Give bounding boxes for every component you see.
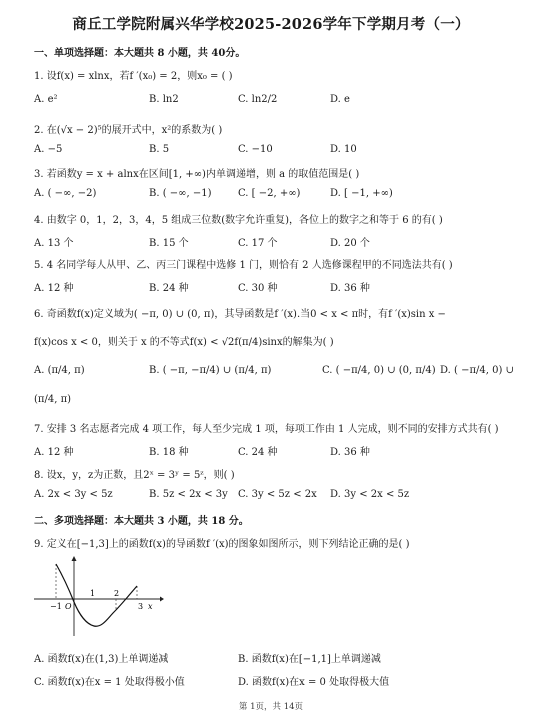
tick-label-minus-1: −1	[50, 602, 62, 611]
question-6-stem-line-1: 6. 奇函数f(x)定义域为( −π, 0) ∪ (0, π)，其导函数是f ′(x).当0 < x < π时，有f ′(x)sin x −	[34, 309, 446, 320]
question-6-stem-line-2: f(x)cos x < 0，则关于 x 的不等式f(x) < √2f(π/4)sinx的解集为( )	[34, 337, 334, 348]
question-2-option-b: B. 5	[149, 144, 170, 155]
question-9-option-c: C. 函数f(x)在x = 1 处取得极小值	[34, 677, 185, 688]
question-7-option-a: A. 12 种	[34, 447, 74, 458]
question-3-stem: 3. 若函数y = x + alnx在区间[1, +∞)内单调递增，则 a 的取值范围是( )	[34, 169, 360, 180]
question-2-option-c: C. −10	[238, 144, 273, 155]
question-1-option-a: A. e²	[34, 94, 58, 105]
question-7-stem: 7. 安排 3 名志愿者完成 4 项工作，每人至少完成 1 项，每项工作由 1 人完成，则不同的安排方式共有( )	[34, 424, 499, 435]
x-axis-label: x	[148, 602, 153, 611]
question-6-option-a: A. (π/4, π)	[34, 365, 85, 376]
origin-label: O	[65, 602, 72, 611]
question-4-option-d: D. 20 个	[330, 238, 370, 249]
question-8-option-d: D. 3y < 2x < 5z	[330, 489, 410, 500]
question-4-option-a: A. 13 个	[34, 238, 74, 249]
question-5-option-d: D. 36 种	[330, 283, 370, 294]
question-6-option-d: D. ( −π/4, 0) ∪	[440, 365, 514, 376]
question-6-option-c: C. ( −π/4, 0) ∪ (0, π/4)	[322, 365, 436, 376]
question-7-option-b: B. 18 种	[149, 447, 189, 458]
tick-label-2: 2	[114, 589, 120, 598]
question-4-option-c: C. 17 个	[238, 238, 278, 249]
question-4-option-b: B. 15 个	[149, 238, 189, 249]
question-5-option-c: C. 30 种	[238, 283, 278, 294]
question-1-option-b: B. ln2	[149, 94, 179, 105]
question-4-stem: 4. 由数字 0，1，2，3，4，5 组成三位数(数字允许重复)，各位上的数字之和等于 6 的有( )	[34, 215, 443, 226]
question-2-stem: 2. 在(√x − 2)⁵的展开式中，x²的系数为( )	[34, 125, 223, 136]
page-title: 商丘工学院附属兴华学校2025-2026学年下学期月考（一）	[72, 16, 470, 33]
x-axis-arrow	[160, 597, 164, 602]
question-7-option-c: C. 24 种	[238, 447, 278, 458]
section-multi-choice-heading: 二、多项选择题：本大题共 3 小题，共 18 分。	[34, 516, 249, 527]
derivative-curve	[56, 564, 137, 626]
question-5-option-b: B. 24 种	[149, 283, 189, 294]
question-1-option-c: C. ln2/2	[238, 94, 278, 105]
question-2-option-a: A. −5	[34, 144, 63, 155]
y-axis-arrow	[72, 556, 77, 561]
question-3-option-d: D. [ −1, +∞)	[330, 188, 393, 199]
question-3-option-c: C. [ −2, +∞)	[238, 188, 301, 199]
section-single-choice-heading: 一、单项选择题：本大题共 8 小题，共 40分。	[34, 48, 246, 59]
question-8-option-b: B. 5z < 2x < 3y	[149, 489, 228, 500]
question-9-option-a: A. 函数f(x)在(1,3)上单调递减	[34, 654, 169, 665]
question-6-option-b: B. ( −π, −π/4) ∪ (π/4, π)	[149, 365, 272, 376]
question-1-option-d: D. e	[330, 94, 350, 105]
question-8-stem: 8. 设x，y，z为正数，且2ˣ = 3ʸ = 5ᶻ，则( )	[34, 470, 235, 481]
page-footer: 第 1页，共 14页	[238, 702, 304, 712]
question-3-option-b: B. ( −∞, −1)	[149, 188, 212, 199]
question-2-option-d: D. 10	[330, 144, 357, 155]
question-5-option-a: A. 12 种	[34, 283, 74, 294]
question-7-option-d: D. 36 种	[330, 447, 370, 458]
question-9-option-d: D. 函数f(x)在x = 0 处取得极大值	[238, 677, 390, 688]
question-8-option-a: A. 2x < 3y < 5z	[34, 489, 113, 500]
question-8-option-c: C. 3y < 5z < 2x	[238, 489, 317, 500]
question-3-option-a: A. ( −∞, −2)	[34, 188, 97, 199]
tick-label-1: 1	[90, 589, 96, 598]
question-6-option-d-continued: (π/4, π)	[34, 394, 72, 405]
question-1-stem: 1. 设f(x) = xlnx，若f ′(x₀) = 2，则x₀ = ( )	[34, 71, 233, 82]
tick-label-3: 3	[138, 602, 144, 611]
derivative-graph	[34, 556, 164, 636]
question-9-stem: 9. 定义在[−1,3]上的函数f(x)的导函数f ′(x)的图象如图所示，则下列结论正确的是( )	[34, 539, 410, 550]
question-9-option-b: B. 函数f(x)在[−1,1]上单调递减	[238, 654, 381, 665]
question-5-stem: 5. 4 名同学每人从甲、乙、丙三门课程中选修 1 门，则恰有 2 人选修课程甲的不同选法共有( )	[34, 260, 453, 271]
